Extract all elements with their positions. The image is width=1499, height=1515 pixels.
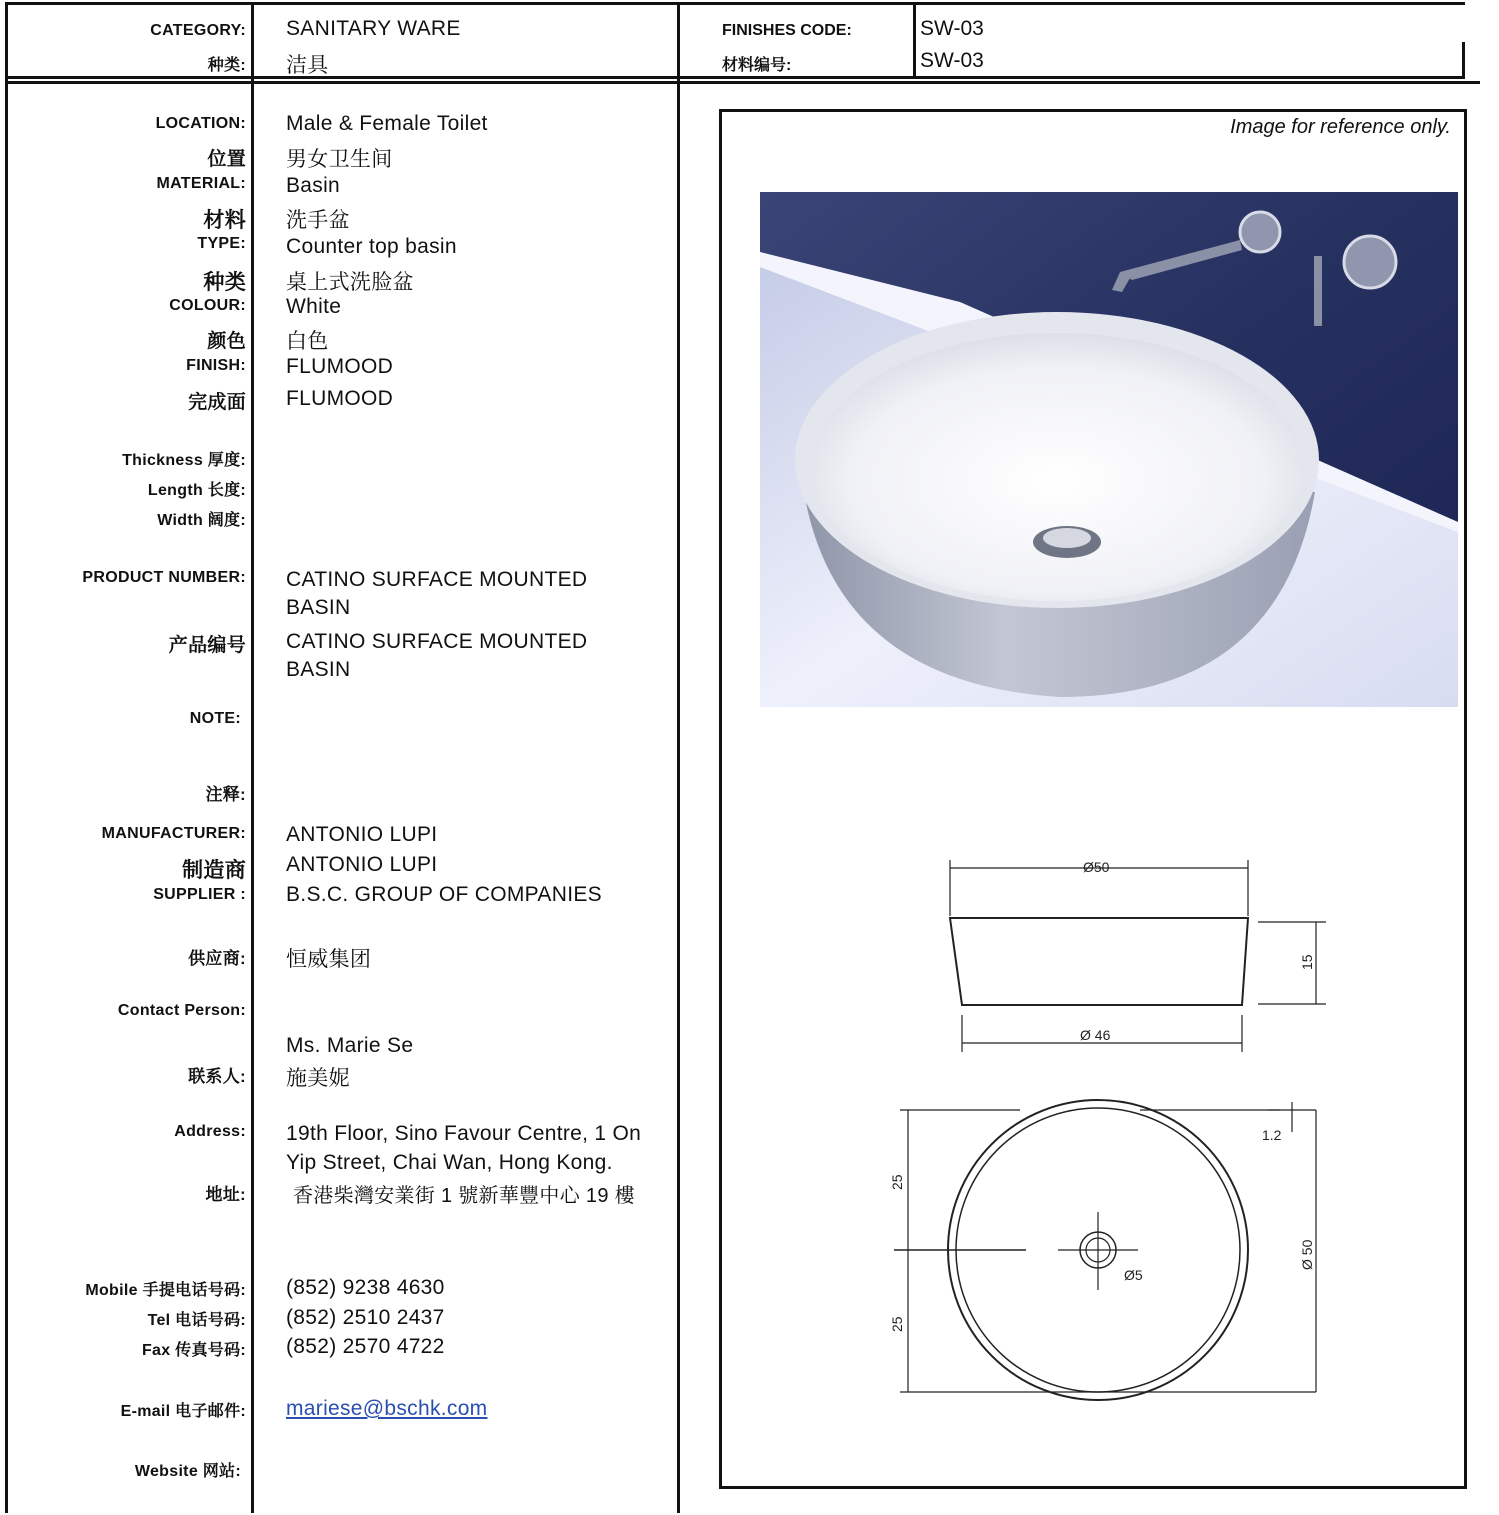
basin-photo: [760, 192, 1458, 707]
location-label-zh: 位置: [207, 149, 246, 170]
material-value-zh: 洗手盆: [286, 209, 350, 232]
email-label: E-mail 电子邮件:: [120, 1403, 246, 1420]
category-label-zh: 种类:: [207, 57, 246, 74]
material-label-zh: 材料: [203, 209, 246, 232]
body-top: [5, 81, 1480, 84]
finish-label-zh: 完成面: [188, 392, 246, 413]
contact-person-label: Contact Person:: [117, 1002, 246, 1019]
type-label-zh: 种类: [203, 271, 246, 294]
colour-value-zh: 白色: [286, 330, 329, 353]
location-value-zh: 男女卫生间: [286, 148, 393, 171]
address-line-2: Yip Street, Chai Wan, Hong Kong.: [286, 1151, 613, 1174]
border-top: [5, 2, 1465, 5]
supplier-label-zh: 供应商:: [188, 949, 246, 968]
colour-label: COLOUR:: [169, 297, 246, 314]
product-number-value-zh-line1: CATINO SURFACE MOUNTED: [286, 630, 588, 653]
address-label: Address:: [174, 1123, 246, 1140]
divider-finishes: [913, 2, 916, 78]
dim-plan-diameter: Ø 50: [1299, 1239, 1315, 1270]
basin-technical-drawing: [880, 840, 1340, 1420]
thickness-label: Thickness 厚度:: [122, 452, 246, 469]
address-label-zh: 地址:: [205, 1185, 246, 1204]
header-bottom: [5, 76, 1465, 79]
email-link[interactable]: mariese@bschk.com: [286, 1397, 488, 1420]
finishes-code-value: SW-03: [920, 17, 984, 40]
dim-base-diameter: Ø 46: [1080, 1027, 1111, 1043]
divider-mid: [677, 2, 680, 1513]
note-label: NOTE:: [189, 710, 241, 727]
manufacturer-label-zh: 制造商: [182, 859, 246, 882]
dim-top-diameter: Ø50: [1083, 859, 1110, 875]
mobile-value: (852) 9238 4630: [286, 1276, 445, 1299]
supplier-label: SUPPLIER :: [153, 886, 246, 903]
mobile-label: Mobile 手提电话号码:: [85, 1282, 246, 1299]
fax-label: Fax 传真号码:: [141, 1342, 246, 1359]
dim-drain: Ø5: [1124, 1267, 1143, 1283]
dim-rim: 1.2: [1262, 1127, 1282, 1143]
tel-label: Tel 电话号码:: [147, 1312, 246, 1329]
fax-value: (852) 2570 4722: [286, 1335, 445, 1358]
contact-person-label-zh: 联系人:: [188, 1067, 246, 1086]
category-value-zh: 洁具: [286, 54, 329, 77]
manufacturer-value: ANTONIO LUPI: [286, 823, 438, 846]
product-number-label: PRODUCT NUMBER:: [82, 569, 246, 586]
colour-value: White: [286, 295, 342, 318]
supplier-value-zh: 恒威集团: [286, 948, 372, 971]
dim-height: 15: [1299, 954, 1315, 970]
supplier-value: B.S.C. GROUP OF COMPANIES: [286, 883, 602, 906]
type-value-zh: 桌上式洗脸盆: [286, 271, 414, 294]
reference-note: Image for reference only.: [1230, 116, 1451, 138]
finishes-code-value-zh: SW-03: [920, 49, 984, 72]
manufacturer-value-zh: ANTONIO LUPI: [286, 853, 438, 876]
product-number-value-line1: CATINO SURFACE MOUNTED: [286, 568, 588, 591]
finish-label: FINISH:: [186, 357, 246, 374]
length-label: Length 长度:: [147, 482, 246, 499]
border-left: [5, 2, 8, 1513]
material-value: Basin: [286, 174, 341, 197]
note-label-zh: 注释:: [205, 785, 246, 804]
divider-label-col: [251, 2, 254, 1513]
address-zh: 香港柴灣安業街 1 號新華豐中心 19 樓: [293, 1185, 635, 1207]
finishes-code-label: FINISHES CODE:: [722, 22, 852, 39]
width-label: Width 阔度:: [157, 512, 246, 529]
finishes-code-label-zh: 材料编号:: [722, 57, 792, 74]
finish-value: FLUMOOD: [286, 355, 394, 378]
product-number-value-zh-line2: BASIN: [286, 658, 351, 681]
tel-value: (852) 2510 2437: [286, 1306, 445, 1329]
product-number-label-zh: 产品编号: [168, 635, 246, 656]
material-label: MATERIAL:: [156, 175, 246, 192]
border-right-top: [1462, 42, 1465, 78]
product-number-value-line2: BASIN: [286, 596, 351, 619]
manufacturer-label: MANUFACTURER:: [101, 825, 246, 842]
finish-value-zh: FLUMOOD: [286, 387, 394, 410]
dim-radius-bottom: 25: [889, 1316, 905, 1332]
contact-person-value: Ms. Marie Se: [286, 1034, 414, 1057]
address-line-1: 19th Floor, Sino Favour Centre, 1 On: [286, 1122, 642, 1145]
type-value: Counter top basin: [286, 235, 457, 258]
type-label: TYPE:: [197, 235, 246, 252]
contact-person-value-zh: 施美妮: [286, 1067, 350, 1090]
dim-radius-top: 25: [889, 1174, 905, 1190]
location-value: Male & Female Toilet: [286, 112, 488, 135]
location-label: LOCATION:: [155, 115, 246, 132]
category-label: CATEGORY:: [150, 22, 246, 39]
website-label: Website 网站:: [134, 1463, 241, 1480]
colour-label-zh: 颜色: [207, 331, 246, 352]
category-value: SANITARY WARE: [286, 17, 461, 40]
